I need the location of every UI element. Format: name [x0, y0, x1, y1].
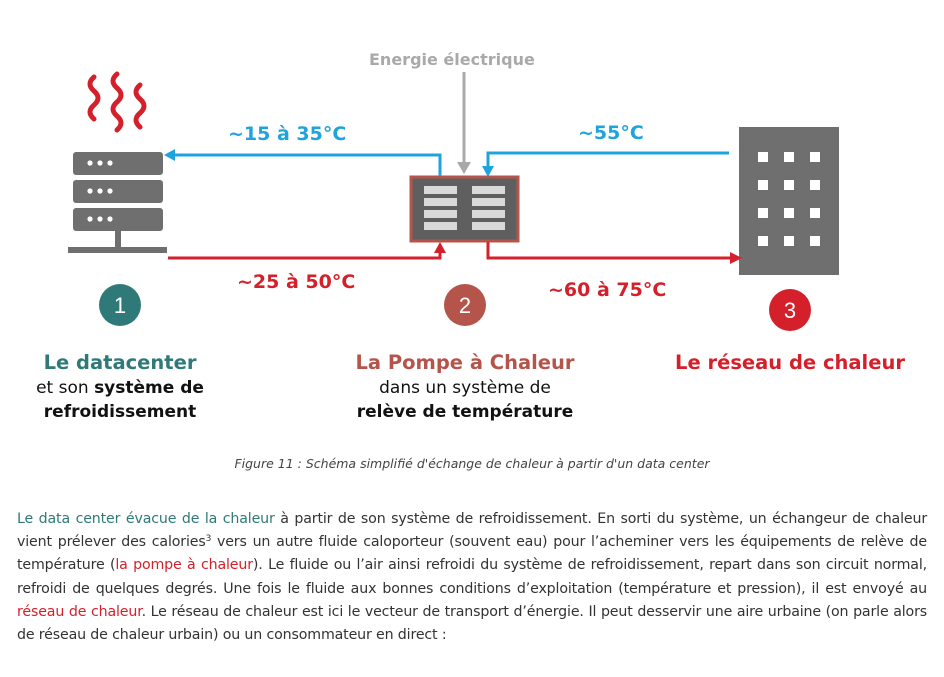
- step-1-badge: [99, 284, 141, 326]
- body-paragraph: [17, 508, 927, 647]
- temp-return-datacenter: ~15 à 35°C: [228, 123, 347, 145]
- heat-pump-subtitle-line2: dans un système de: [379, 378, 551, 398]
- step-2-number: 2: [458, 293, 472, 318]
- heat-network-block: [650, 350, 930, 376]
- heat-pump-icon: [411, 177, 518, 241]
- datacenter-title: Le datacenter: [43, 351, 197, 374]
- highlight-heat-pump: la pompe à chaleur: [115, 557, 253, 574]
- para-text-4: . Le réseau de chaleur est ici le vecteur de transport d’énergie. Il peut desservir une aire urbaine (on parle alors de réseau de chaleur urbain) ou un consommateur en direct :: [17, 603, 927, 644]
- para-text-3: ). Le fluide ou l’air ainsi refroidi du système de refroidissement, repart dans son circuit normal, refroidi de quelques degrés. Une fois le fluide aux bonnes conditions d’exploitation (température et pression), il est envoyé au: [17, 557, 927, 597]
- para-text-2: vers un autre fluide caloporteur (souvent eau) pour l’acheminer vers les équipements de relève de température (: [17, 534, 927, 574]
- supply-flow-network-arrow: [488, 242, 742, 264]
- datacenter-block: [10, 350, 230, 424]
- server-rack-icon: [68, 152, 167, 253]
- return-flow-network-arrow: [482, 153, 729, 177]
- heat-network-title: Le réseau de chaleur: [675, 351, 905, 374]
- temp-return-network: ~55°C: [578, 122, 644, 144]
- datacenter-subtitle-bold: système de: [94, 378, 204, 398]
- step-1-number: 1: [113, 293, 127, 318]
- step-2-badge: [444, 284, 486, 326]
- highlight-datacenter: Le data center évacue de la chaleur: [17, 511, 275, 527]
- heat-waves-icon: [90, 74, 144, 130]
- figure-caption: Figure 11 : Schéma simplifié d'échange de chaleur à partir d'un data center: [234, 456, 710, 471]
- step-3-number: 3: [783, 298, 797, 323]
- supply-flow-datacenter-arrow: [168, 242, 446, 258]
- datacenter-subtitle-line3: refroidissement: [43, 402, 197, 422]
- datacenter-subtitle-pre: et son: [36, 378, 95, 398]
- datacenter-subtitle-line: [10, 376, 230, 400]
- footnote-ref: 3: [205, 534, 212, 545]
- electric-energy-arrow: [457, 72, 471, 174]
- step-3-badge: [769, 289, 811, 331]
- para-text-1: à partir de son système de refroidissement. En sorti du système, un échangeur de chaleur vient prélever des calories: [17, 511, 927, 551]
- highlight-heat-network: réseau de chaleur: [17, 603, 142, 620]
- energy-label: Energie électrique: [369, 50, 535, 69]
- heat-pump-block: [320, 350, 610, 424]
- heat-pump-subtitle-line3: relève de température: [356, 402, 574, 422]
- temp-supply-network: ~60 à 75°C: [548, 279, 667, 301]
- return-flow-datacenter-arrow: [164, 149, 440, 176]
- temp-supply-datacenter: ~25 à 50°C: [237, 271, 356, 293]
- building-icon: [739, 127, 839, 275]
- heat-pump-title: La Pompe à Chaleur: [355, 351, 575, 374]
